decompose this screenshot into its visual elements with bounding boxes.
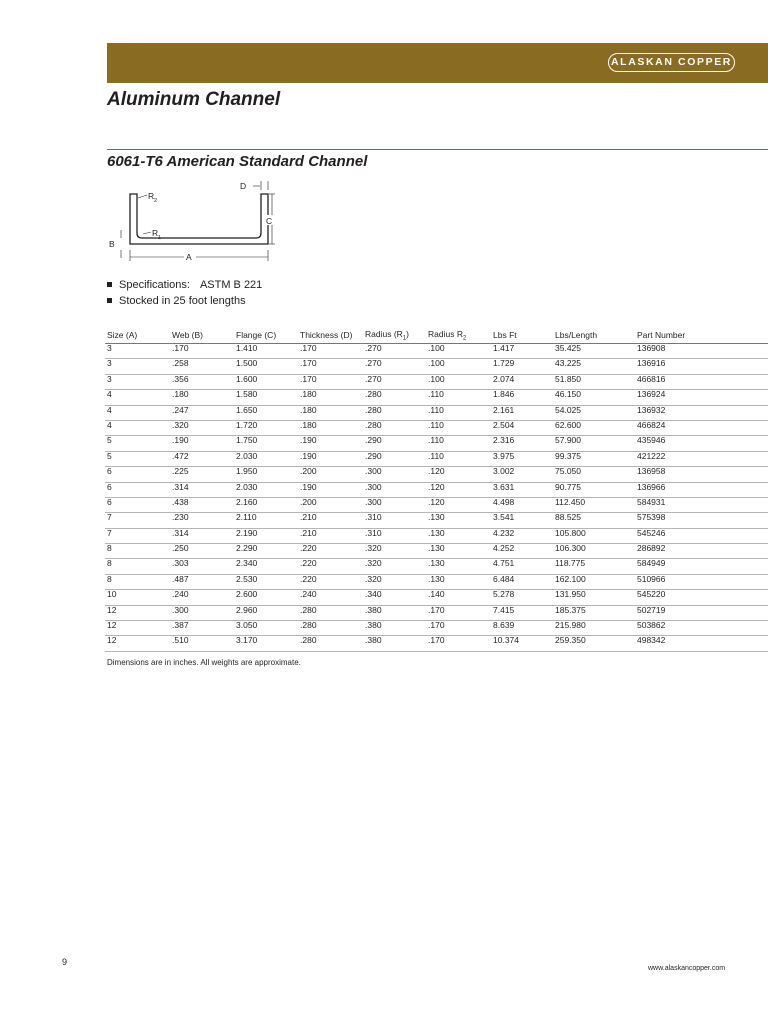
cell-thickness: .200 (298, 467, 363, 482)
cell-radius-1: .310 (363, 528, 426, 543)
cell-radius-1: .300 (363, 497, 426, 512)
cell-size: 7 (105, 513, 170, 528)
cell-part-number: 435946 (635, 436, 768, 451)
cell-lbs-length: 118.775 (553, 559, 635, 574)
page-title: Aluminum Channel (107, 89, 281, 110)
cell-thickness: .190 (298, 482, 363, 497)
cell-lbs-length: 185.375 (553, 605, 635, 620)
cell-thickness: .200 (298, 497, 363, 512)
cell-web: .240 (170, 590, 234, 605)
cell-web: .190 (170, 436, 234, 451)
cell-lbs-length: 35.425 (553, 344, 635, 359)
label-d: D (240, 181, 247, 191)
bullet-square-icon (107, 298, 112, 303)
cell-radius-1: .270 (363, 374, 426, 389)
cell-radius-2: .120 (426, 497, 491, 512)
col-header-lbs-ft: Lbs Ft (491, 327, 553, 344)
cell-lbs-ft: 2.074 (491, 374, 553, 389)
channel-profile-shape (130, 194, 268, 244)
cell-web: .230 (170, 513, 234, 528)
spec-list (107, 277, 262, 309)
cell-lbs-length: 162.100 (553, 574, 635, 589)
cell-web: .438 (170, 497, 234, 512)
cell-lbs-length: 54.025 (553, 405, 635, 420)
spec-item (107, 277, 262, 293)
col-header-flange: Flange (C) (234, 327, 298, 344)
stock-item (107, 293, 262, 309)
cell-radius-2: .130 (426, 513, 491, 528)
cell-radius-2: .130 (426, 528, 491, 543)
col-header-part-number: Part Number (635, 327, 768, 344)
cell-web: .510 (170, 636, 234, 651)
cell-size: 5 (105, 436, 170, 451)
cell-part-number: 136932 (635, 405, 768, 420)
table-row (105, 451, 768, 466)
spec-label: Specifications: (119, 279, 190, 291)
cell-radius-1: .310 (363, 513, 426, 528)
col-header-lbs-length: Lbs/Length (553, 327, 635, 344)
col-header-thickness: Thickness (D) (298, 327, 363, 344)
table-row (105, 467, 768, 482)
cell-radius-1: .380 (363, 605, 426, 620)
cell-flange: 1.750 (234, 436, 298, 451)
cell-part-number: 136958 (635, 467, 768, 482)
cell-size: 12 (105, 605, 170, 620)
cell-part-number: 498342 (635, 636, 768, 651)
cell-part-number: 510966 (635, 574, 768, 589)
cell-thickness: .210 (298, 513, 363, 528)
col-header-radius-1: Radius $(R_1)$ (363, 327, 426, 344)
label-r2-sub: 2 (154, 198, 158, 204)
cell-radius-1: .380 (363, 636, 426, 651)
cell-flange: 2.340 (234, 559, 298, 574)
table-row (105, 513, 768, 528)
table-row (105, 621, 768, 636)
cell-size: 8 (105, 559, 170, 574)
cell-size: 3 (105, 344, 170, 359)
cell-part-number: 421222 (635, 451, 768, 466)
cell-flange: 2.110 (234, 513, 298, 528)
cell-radius-2: .110 (426, 436, 491, 451)
cell-flange: 2.960 (234, 605, 298, 620)
cell-lbs-length: 112.450 (553, 497, 635, 512)
label-c: C (266, 216, 273, 226)
col-header-size: Size (A) (105, 327, 170, 344)
table-row (105, 374, 768, 389)
page-number: 9 (62, 957, 68, 967)
cell-flange: 1.580 (234, 390, 298, 405)
website-link[interactable]: www.alaskancopper.com (648, 965, 726, 972)
cell-radius-2: .100 (426, 374, 491, 389)
cell-radius-2: .110 (426, 420, 491, 435)
cell-lbs-length: 62.600 (553, 420, 635, 435)
cell-thickness: .210 (298, 528, 363, 543)
cell-web: .356 (170, 374, 234, 389)
cell-flange: 1.720 (234, 420, 298, 435)
cell-web: .170 (170, 344, 234, 359)
cell-radius-2: .130 (426, 544, 491, 559)
cell-thickness: .280 (298, 636, 363, 651)
cell-part-number: 545220 (635, 590, 768, 605)
cell-radius-1: .300 (363, 467, 426, 482)
cell-part-number: 503862 (635, 621, 768, 636)
table-row (105, 405, 768, 420)
cell-part-number: 584931 (635, 497, 768, 512)
cell-lbs-ft: 1.417 (491, 344, 553, 359)
cell-lbs-length: 106.300 (553, 544, 635, 559)
cell-web: .487 (170, 574, 234, 589)
cell-lbs-length: 43.225 (553, 359, 635, 374)
cell-radius-1: .320 (363, 574, 426, 589)
cell-flange: 2.160 (234, 497, 298, 512)
cell-web: .314 (170, 482, 234, 497)
cell-lbs-ft: 4.232 (491, 528, 553, 543)
cell-size: 6 (105, 497, 170, 512)
cell-size: 6 (105, 482, 170, 497)
cell-part-number: 466816 (635, 374, 768, 389)
cell-radius-2: .170 (426, 605, 491, 620)
cell-lbs-ft: 2.504 (491, 420, 553, 435)
cell-size: 7 (105, 528, 170, 543)
table-row (105, 359, 768, 374)
cell-radius-2: .170 (426, 621, 491, 636)
table-row (105, 605, 768, 620)
cell-lbs-ft: 10.374 (491, 636, 553, 651)
table-row (105, 436, 768, 451)
cell-radius-1: .280 (363, 390, 426, 405)
cell-flange: 2.030 (234, 451, 298, 466)
cell-lbs-ft: 8.639 (491, 621, 553, 636)
cell-part-number: 502719 (635, 605, 768, 620)
cell-size: 3 (105, 359, 170, 374)
cell-part-number: 575398 (635, 513, 768, 528)
table-row (105, 528, 768, 543)
stock-text: Stocked in 25 foot lengths (119, 295, 246, 307)
label-r1-sub: 1 (158, 235, 162, 241)
cell-size: 12 (105, 636, 170, 651)
cell-lbs-ft: 3.631 (491, 482, 553, 497)
label-b: B (109, 239, 115, 249)
table-row (105, 420, 768, 435)
cell-lbs-ft: 6.484 (491, 574, 553, 589)
cell-flange: 2.600 (234, 590, 298, 605)
cell-radius-2: .110 (426, 451, 491, 466)
cell-web: .303 (170, 559, 234, 574)
cell-radius-1: .280 (363, 420, 426, 435)
cell-size: 6 (105, 467, 170, 482)
cell-part-number: 466824 (635, 420, 768, 435)
cell-thickness: .220 (298, 559, 363, 574)
cell-radius-1: .280 (363, 405, 426, 420)
cell-lbs-length: 75.050 (553, 467, 635, 482)
cell-web: .387 (170, 621, 234, 636)
cell-part-number: 286892 (635, 544, 768, 559)
cell-web: .314 (170, 528, 234, 543)
cell-lbs-length: 57.900 (553, 436, 635, 451)
table-row (105, 497, 768, 512)
table-row (105, 482, 768, 497)
cell-radius-1: .320 (363, 544, 426, 559)
cell-radius-1: .290 (363, 436, 426, 451)
cell-web: .472 (170, 451, 234, 466)
cell-thickness: .280 (298, 605, 363, 620)
cell-web: .225 (170, 467, 234, 482)
cell-lbs-ft: 2.161 (491, 405, 553, 420)
cell-radius-2: .170 (426, 636, 491, 651)
cell-lbs-ft: 3.541 (491, 513, 553, 528)
label-a: A (186, 252, 192, 262)
cell-radius-1: .270 (363, 359, 426, 374)
cell-radius-2: .100 (426, 359, 491, 374)
cell-web: .320 (170, 420, 234, 435)
cell-lbs-length: 46.150 (553, 390, 635, 405)
spec-value: ASTM B 221 (199, 279, 263, 291)
cell-part-number: 545246 (635, 528, 768, 543)
cell-lbs-length: 105.800 (553, 528, 635, 543)
cell-thickness: .170 (298, 344, 363, 359)
cell-web: .258 (170, 359, 234, 374)
cell-radius-2: .110 (426, 405, 491, 420)
cell-radius-1: .380 (363, 621, 426, 636)
brand-logo: ALASKAN COPPER (608, 53, 735, 72)
cell-size: 3 (105, 374, 170, 389)
cell-size: 8 (105, 574, 170, 589)
cell-flange: 2.030 (234, 482, 298, 497)
cell-size: 8 (105, 544, 170, 559)
cell-lbs-length: 259.350 (553, 636, 635, 651)
cell-radius-1: .270 (363, 344, 426, 359)
cell-flange: 2.190 (234, 528, 298, 543)
table-row (105, 590, 768, 605)
cell-radius-2: .120 (426, 482, 491, 497)
cell-web: .180 (170, 390, 234, 405)
cell-size: 4 (105, 390, 170, 405)
cell-thickness: .280 (298, 621, 363, 636)
cell-thickness: .180 (298, 405, 363, 420)
cell-size: 10 (105, 590, 170, 605)
col-header-radius-2: Radius $R_2$ (426, 327, 491, 344)
cell-lbs-ft: 7.415 (491, 605, 553, 620)
cell-radius-2: .140 (426, 590, 491, 605)
cell-lbs-ft: 4.751 (491, 559, 553, 574)
table-row (105, 344, 768, 359)
cell-thickness: .220 (298, 544, 363, 559)
table-row (105, 574, 768, 589)
cell-web: .250 (170, 544, 234, 559)
cell-lbs-ft: 4.498 (491, 497, 553, 512)
cell-web: .247 (170, 405, 234, 420)
cell-radius-1: .320 (363, 559, 426, 574)
dimensions-note: Dimensions are in inches. All weights are approximate. (107, 658, 301, 667)
cell-size: 5 (105, 451, 170, 466)
cell-radius-2: .130 (426, 574, 491, 589)
channel-data-table (105, 327, 768, 652)
section-title: 6061-T6 American Standard Channel (107, 153, 368, 170)
cell-part-number: 136966 (635, 482, 768, 497)
cell-thickness: .180 (298, 420, 363, 435)
cell-lbs-ft: 4.252 (491, 544, 553, 559)
cell-radius-1: .300 (363, 482, 426, 497)
label-r2: R (148, 191, 155, 201)
cell-lbs-length: 131.950 (553, 590, 635, 605)
cell-part-number: 136916 (635, 359, 768, 374)
cell-web: .300 (170, 605, 234, 620)
label-r1: R (152, 228, 159, 238)
cell-lbs-length: 215.980 (553, 621, 635, 636)
cell-flange: 1.950 (234, 467, 298, 482)
table-row (105, 559, 768, 574)
table-body (105, 344, 768, 652)
cell-radius-2: .100 (426, 344, 491, 359)
table-row (105, 636, 768, 651)
channel-cross-section-diagram (104, 178, 284, 264)
table-row (105, 544, 768, 559)
cell-lbs-length: 99.375 (553, 451, 635, 466)
cell-flange: 3.050 (234, 621, 298, 636)
cell-size: 4 (105, 420, 170, 435)
cell-flange: 1.410 (234, 344, 298, 359)
cell-flange: 2.290 (234, 544, 298, 559)
cell-thickness: .190 (298, 451, 363, 466)
cell-part-number: 136908 (635, 344, 768, 359)
cell-flange: 3.170 (234, 636, 298, 651)
cell-thickness: .180 (298, 390, 363, 405)
cell-radius-2: .110 (426, 390, 491, 405)
col-header-web: Web (B) (170, 327, 234, 344)
cell-lbs-length: 88.525 (553, 513, 635, 528)
cell-flange: 1.600 (234, 374, 298, 389)
cell-flange: 2.530 (234, 574, 298, 589)
cell-part-number: 136924 (635, 390, 768, 405)
cell-lbs-ft: 1.846 (491, 390, 553, 405)
cell-thickness: .240 (298, 590, 363, 605)
cell-flange: 1.500 (234, 359, 298, 374)
cell-size: 4 (105, 405, 170, 420)
bullet-square-icon (107, 282, 112, 287)
cell-lbs-length: 51.850 (553, 374, 635, 389)
cell-thickness: .170 (298, 374, 363, 389)
cell-radius-1: .340 (363, 590, 426, 605)
cell-lbs-ft: 3.002 (491, 467, 553, 482)
cell-lbs-length: 90.775 (553, 482, 635, 497)
table-header-row (105, 327, 768, 344)
cell-flange: 1.650 (234, 405, 298, 420)
table-row (105, 390, 768, 405)
cell-lbs-ft: 3.975 (491, 451, 553, 466)
cell-thickness: .170 (298, 359, 363, 374)
cell-radius-2: .120 (426, 467, 491, 482)
cell-thickness: .190 (298, 436, 363, 451)
cell-lbs-ft: 1.729 (491, 359, 553, 374)
cell-lbs-ft: 5.278 (491, 590, 553, 605)
section-divider (107, 149, 768, 150)
cell-size: 12 (105, 621, 170, 636)
cell-radius-2: .130 (426, 559, 491, 574)
cell-lbs-ft: 2.316 (491, 436, 553, 451)
cell-thickness: .220 (298, 574, 363, 589)
cell-part-number: 584949 (635, 559, 768, 574)
cell-radius-1: .290 (363, 451, 426, 466)
